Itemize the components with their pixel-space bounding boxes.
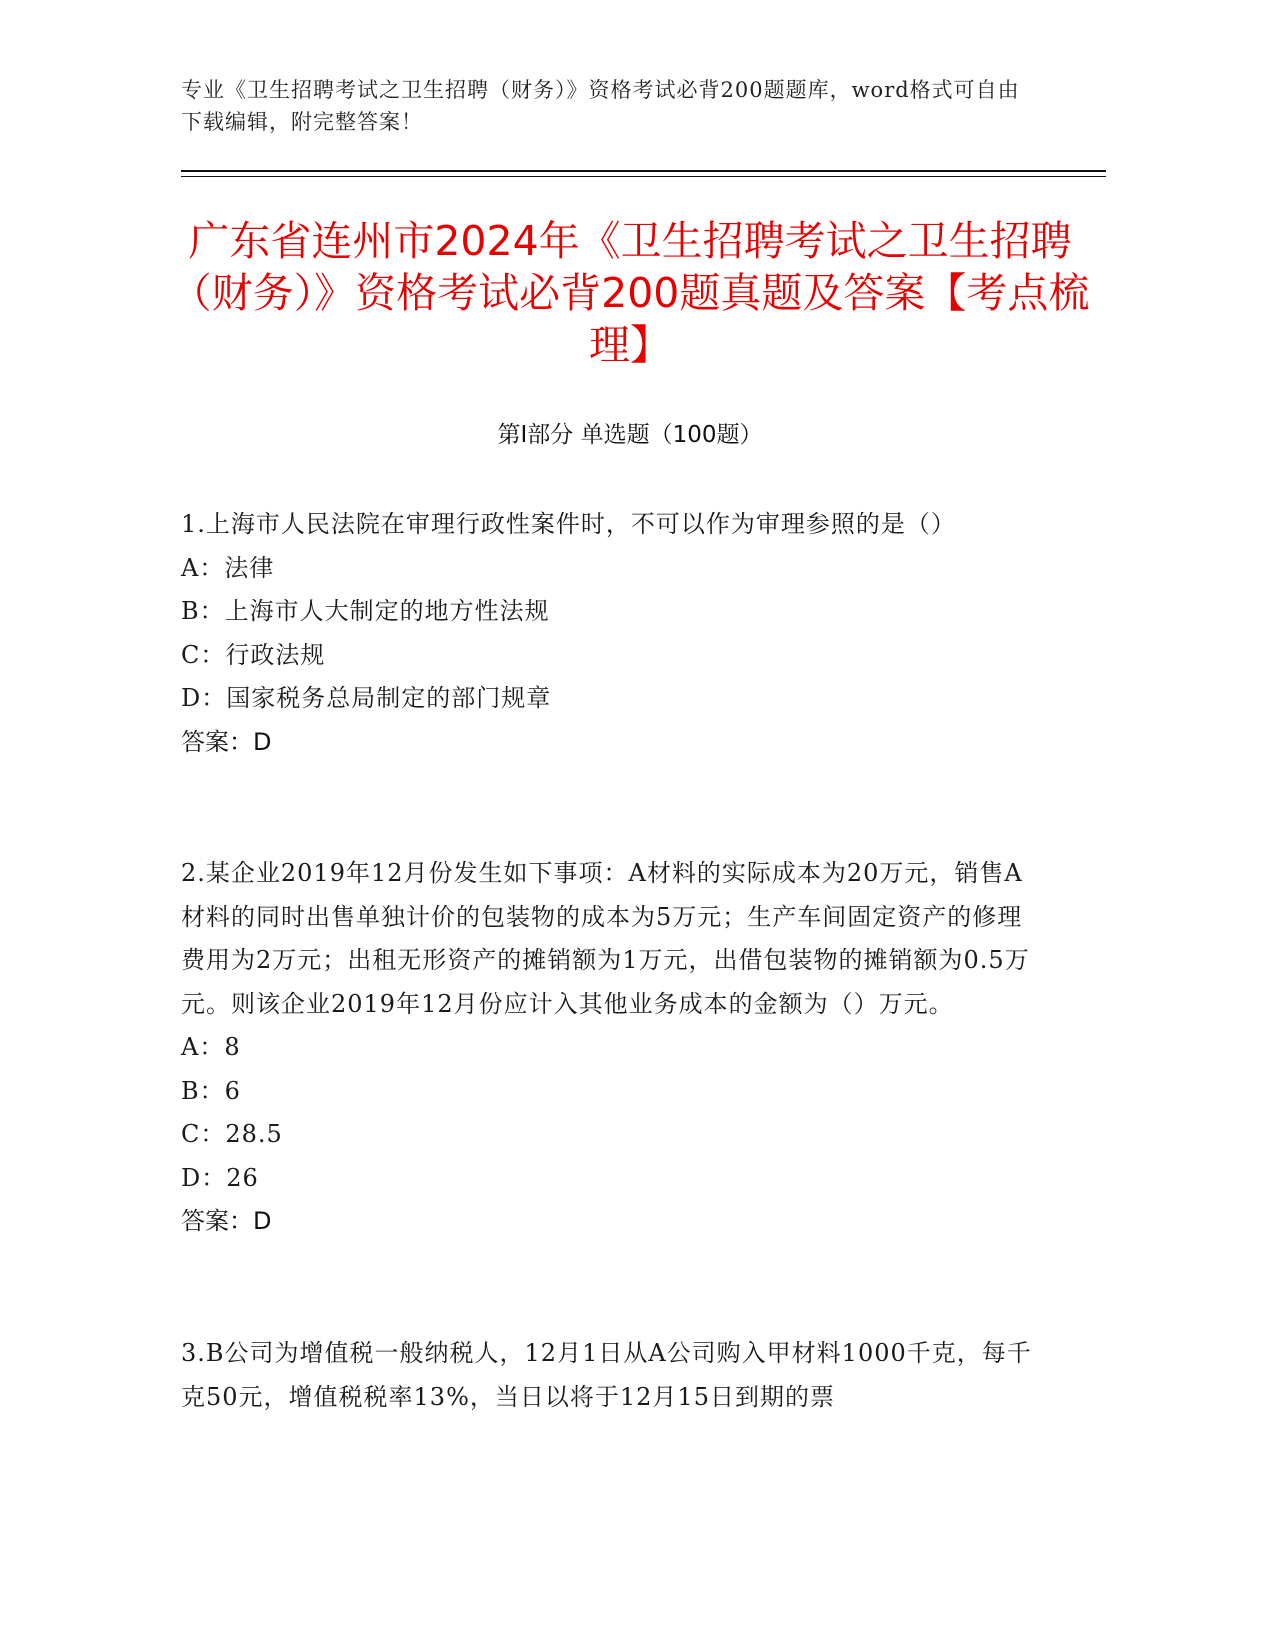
option-a: A：8 bbox=[181, 1033, 241, 1061]
question-stem: 2.某企业2019年12月份发生如下事项：A材料的实际成本为20万元，销售A材料的同时出售单独计价的包装物的成本为5万元；生产车间固定资产的修理费用为2万元；出租无形资产的摊销额为1万元，出借包装物的摊销额为0.5万元。则该企业2019年12月份应计入其他业务成本的金额为（）万元。 bbox=[181, 859, 1030, 1018]
option-c: C：28.5 bbox=[181, 1120, 283, 1148]
option-d: D：国家税务总局制定的部门规章 bbox=[181, 684, 552, 712]
question-2 bbox=[181, 852, 1041, 1244]
option-b: B：上海市人大制定的地方性法规 bbox=[181, 597, 550, 625]
option-d: D：26 bbox=[181, 1163, 259, 1192]
option-c: C：行政法规 bbox=[181, 640, 326, 669]
question-stem: 3.B公司为增值税一般纳税人，12月1日从A公司购入甲材料1000千克，每千克50元，增值税税率13%，当日以将于12月15日到期的票 bbox=[181, 1339, 1032, 1411]
answer: 答案：D bbox=[181, 727, 272, 756]
answer: 答案：D bbox=[181, 1207, 272, 1235]
question-1 bbox=[181, 503, 1041, 764]
header-divider-thin bbox=[181, 176, 1106, 177]
header-divider-thick bbox=[181, 170, 1106, 172]
section-title: 第Ⅰ部分 单选题（100题） bbox=[497, 422, 763, 448]
question-3 bbox=[181, 1332, 1041, 1419]
option-b: B：6 bbox=[181, 1076, 241, 1105]
option-a: A：法律 bbox=[181, 553, 275, 582]
header-note: 专业《卫生招聘考试之卫生招聘（财务）》资格考试必背200题题库，word格式可自由下载编辑，附完整答案！ bbox=[181, 78, 1020, 134]
document-title: 广东省连州市2024年《卫生招聘考试之卫生招聘（财务）》资格考试必背200题真题及答案【考点梳理】 bbox=[170, 217, 1090, 369]
question-stem: 1.上海市人民法院在审理行政性案件时，不可以作为审理参照的是（） bbox=[181, 510, 956, 538]
